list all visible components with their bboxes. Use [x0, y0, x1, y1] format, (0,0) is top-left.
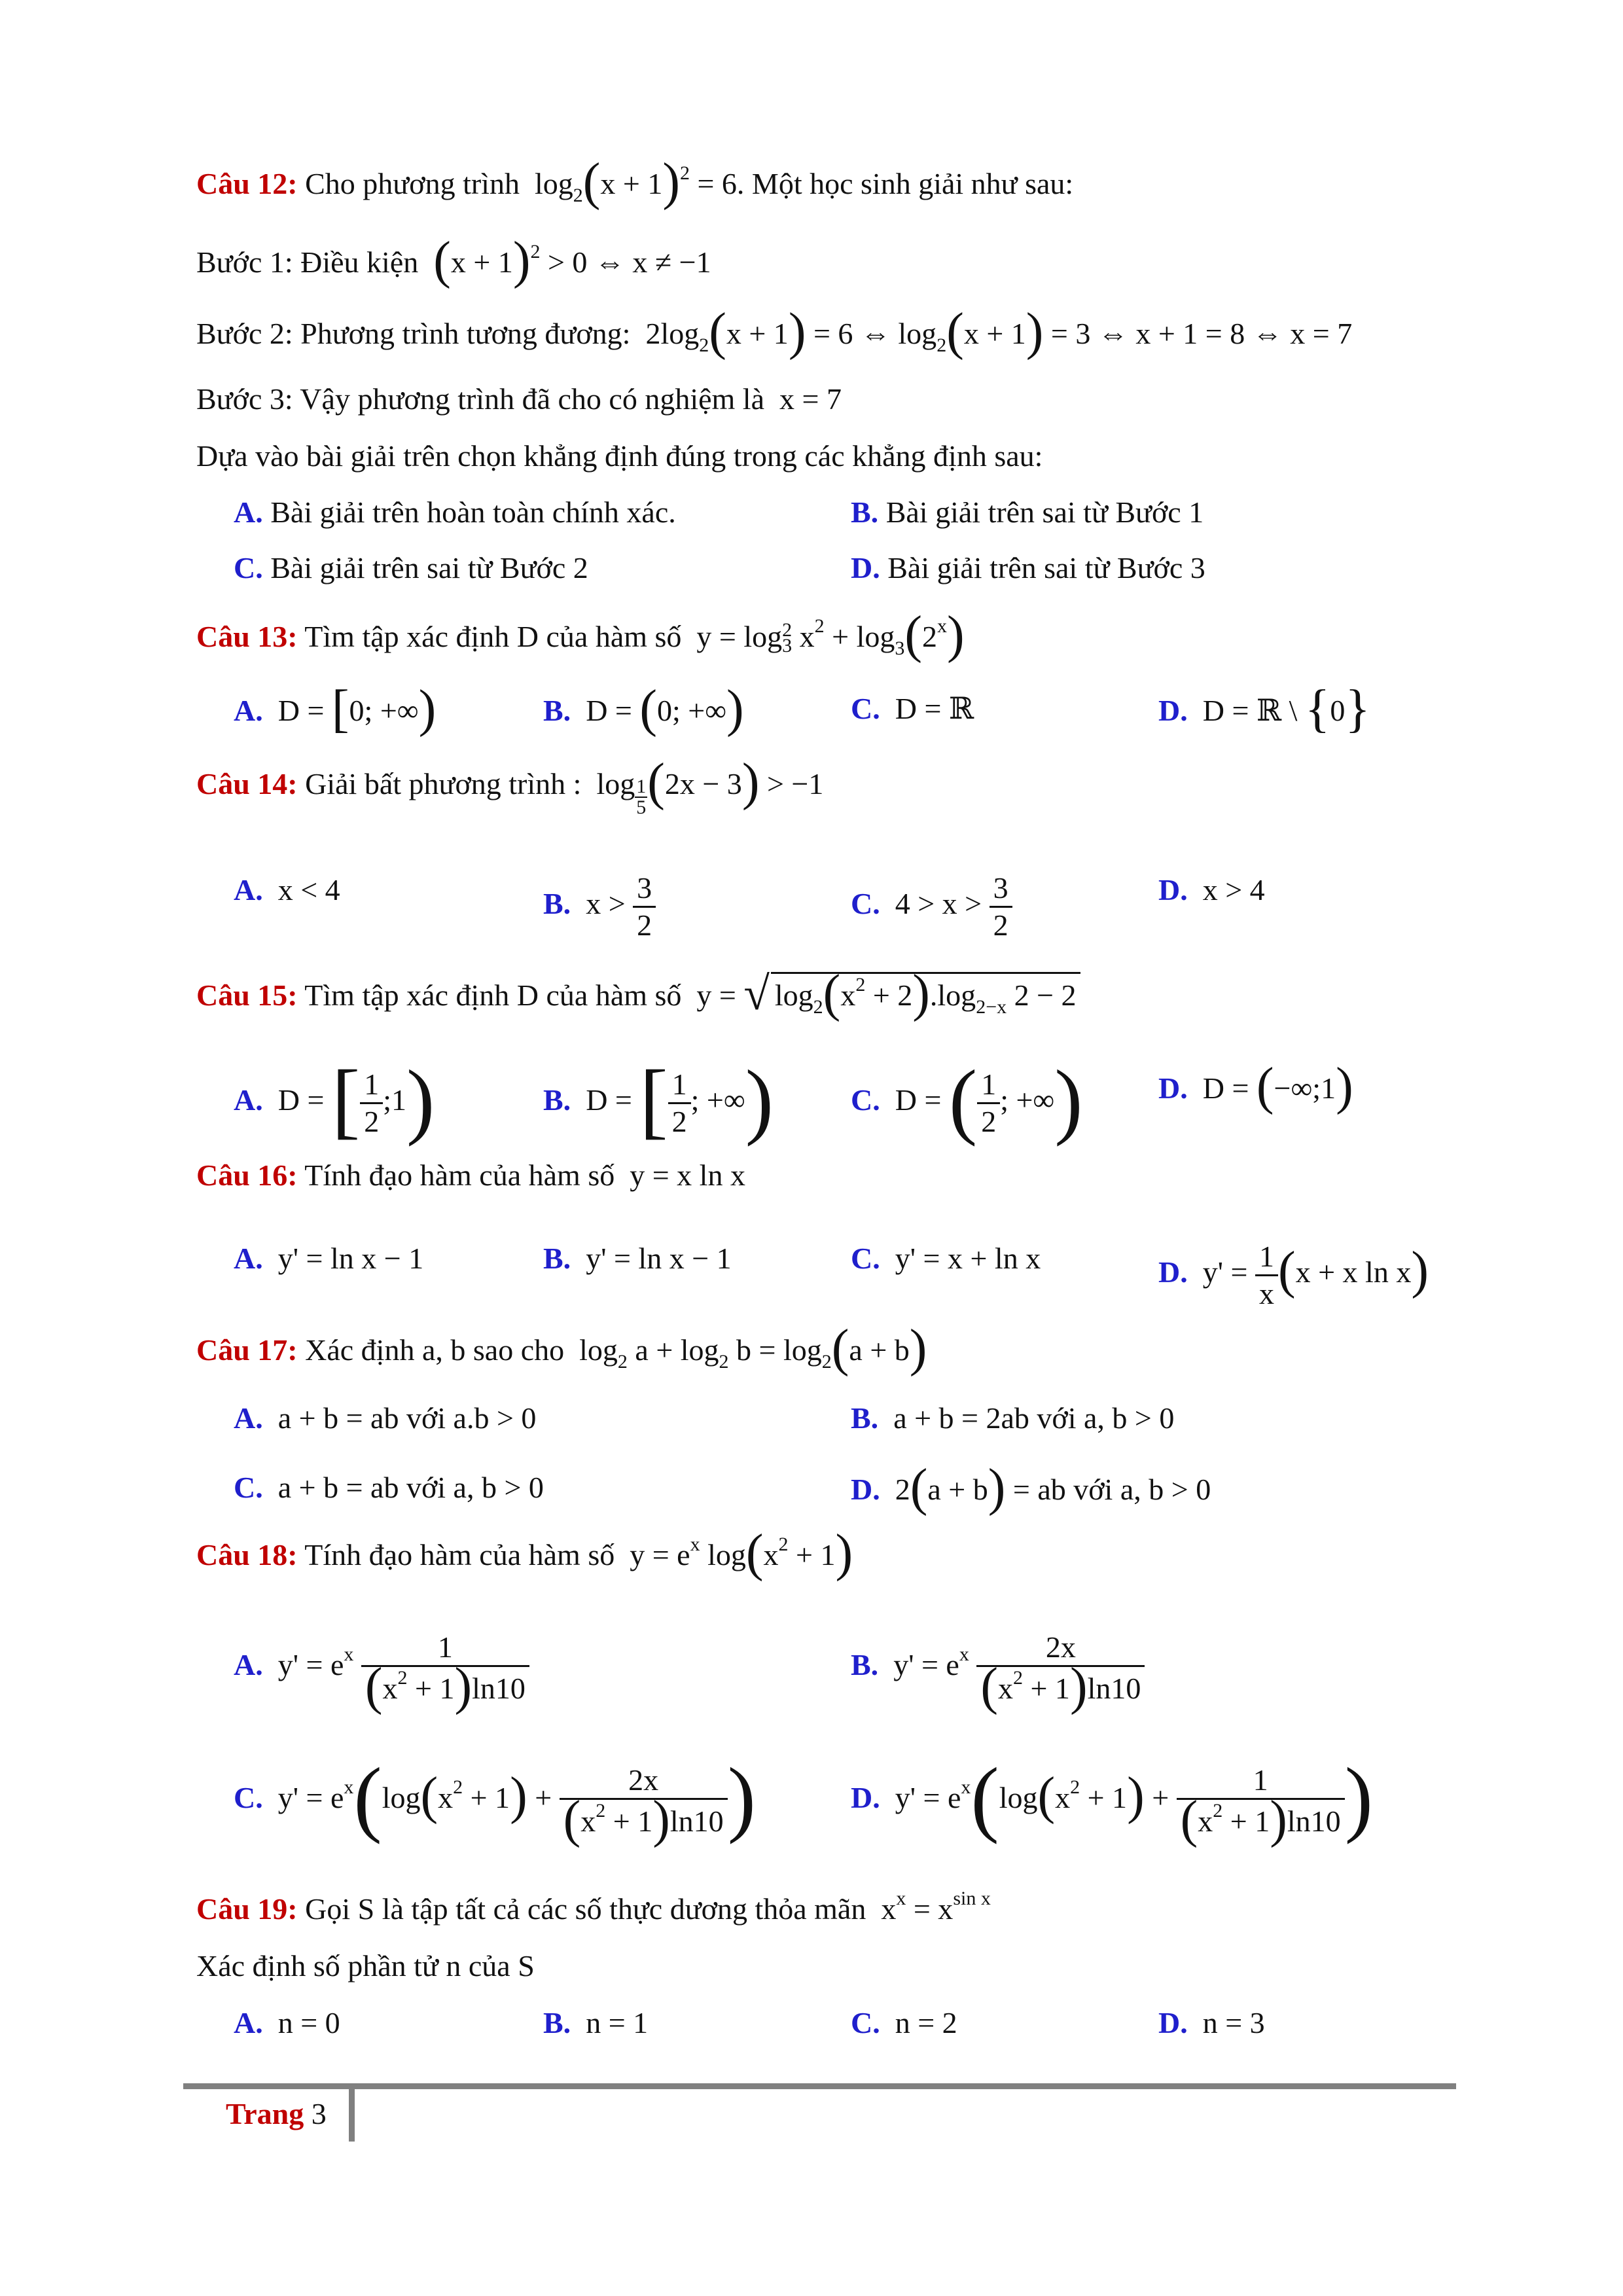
q12-option-d[interactable]	[851, 548, 1205, 588]
q12-step3-math: x = 7	[772, 382, 842, 416]
option-math: x < 4	[270, 873, 340, 906]
option-math: n = 1	[578, 2006, 649, 2039]
q17-option-d[interactable]	[851, 1459, 1211, 1516]
q13-option-d[interactable]	[1158, 680, 1370, 738]
option-label: C.	[234, 1781, 263, 1815]
q12-step2	[196, 303, 1353, 361]
option-math: 2(a + b) = ab với a, b > 0	[887, 1459, 1211, 1516]
q12-tail: . Một học sinh giải như sau:	[736, 167, 1074, 200]
option-label: B.	[543, 1242, 571, 1275]
q15-label: Câu 15:	[196, 978, 298, 1012]
option-label: B.	[543, 887, 571, 921]
q12-step1-label: Bước 1: Điều kiện	[196, 245, 419, 279]
option-math: $y' = e^x$ $\frac{1}{(x^2 + 1)\ln 10}$	[270, 1648, 529, 1681]
option-label: D.	[851, 1781, 880, 1815]
q13-option-a[interactable]	[234, 680, 437, 738]
q17-stem	[196, 1319, 927, 1377]
q13-prompt: Tìm tập xác định D của hàm số	[304, 620, 682, 653]
option-text: Bài giải trên sai từ Bước 3	[887, 551, 1205, 584]
footer-divider	[183, 2083, 1456, 2089]
page-number: 3	[311, 2097, 327, 2130]
q17-option-c[interactable]	[234, 1468, 544, 1507]
q17-prompt: Xác định a, b sao cho	[305, 1333, 565, 1367]
option-label: A.	[234, 1401, 263, 1435]
option-math: x > $\frac{3}{2}$	[579, 887, 656, 920]
q18-option-d[interactable]	[851, 1751, 1373, 1848]
q13-label: Câu 13:	[196, 620, 298, 653]
option-math: n = 0	[270, 2006, 340, 2039]
q17-label: Câu 17:	[196, 1333, 298, 1367]
q19-option-c[interactable]	[851, 2003, 957, 2043]
option-label: D.	[1158, 1071, 1188, 1105]
page-footer	[226, 2094, 327, 2134]
option-label: D.	[1158, 2006, 1188, 2039]
q16-option-c[interactable]	[851, 1239, 1041, 1278]
q13-option-c[interactable]	[851, 689, 974, 728]
option-label: C.	[851, 1242, 880, 1275]
q17-option-b[interactable]	[851, 1399, 1174, 1438]
q14-label: Câu 14:	[196, 767, 298, 800]
option-math: D = ℝ	[887, 692, 974, 725]
q16-option-b[interactable]	[543, 1239, 732, 1278]
option-label: A.	[234, 694, 263, 727]
option-math: y' = ln x − 1	[578, 1242, 732, 1275]
q12-step3-label: Bước 3: Vậy phương trình đã cho có nghiệm là	[196, 382, 765, 416]
option-math: D = ( $\frac{1}{2}$ ; +∞)	[887, 1053, 1083, 1148]
q16-function: y = x ln x	[622, 1158, 745, 1192]
option-label: A.	[234, 1648, 263, 1682]
option-label: A.	[234, 2006, 263, 2039]
option-label: D.	[1158, 694, 1188, 727]
option-math: D = ℝ \ {0}	[1195, 680, 1370, 738]
option-label: D.	[1158, 1255, 1188, 1289]
option-math: D = [0; +∞)	[270, 680, 437, 738]
q16-stem	[196, 1156, 745, 1195]
option-label: D.	[1158, 873, 1188, 906]
option-label: B.	[543, 1083, 571, 1117]
option-math: D = (−∞;1)	[1195, 1058, 1353, 1115]
option-label: C.	[851, 2006, 880, 2039]
option-math: y' = $\frac{1}{x}$ (x + x ln x)	[1195, 1240, 1429, 1310]
q12-option-b[interactable]	[851, 493, 1204, 532]
q19-label: Câu 19:	[196, 1892, 298, 1926]
option-label: B.	[543, 2006, 571, 2039]
option-label: B.	[543, 694, 571, 727]
option-math: $y' = e^x(\log(x^2 + 1)$ + $\frac{2x}{(x^2 + 1)\ln 10}$ )	[270, 1751, 756, 1848]
q19-option-b[interactable]	[543, 2003, 648, 2043]
option-label: B.	[851, 495, 879, 529]
option-label: A.	[234, 1083, 263, 1117]
q12-instruction: Dựa vào bài giải trên chọn khẳng định đúng trong các khẳng định sau:	[196, 439, 1043, 473]
q14-stem	[196, 753, 824, 818]
q12-step2-label: Bước 2: Phương trình tương đương:	[196, 317, 631, 350]
q14-option-c[interactable]	[851, 870, 1012, 943]
q18-option-c[interactable]	[234, 1751, 756, 1848]
q17-option-a[interactable]	[234, 1399, 536, 1438]
q12-label: Câu 12:	[196, 167, 298, 200]
q14-inequality: log $\frac{1}{5}$ (2x − 3) > −1	[588, 753, 824, 818]
q19-line2: Xác định số phần tử n của S	[196, 1949, 535, 1982]
option-label: C.	[851, 692, 880, 725]
q17-equation: $\log_2 a + \log_2 b = \log_2(a + b)$	[571, 1319, 927, 1377]
q12-equation: $\log_2(x + 1)^2 = 6$	[527, 153, 737, 211]
q15-option-b[interactable]	[543, 1053, 774, 1148]
q16-prompt: Tính đạo hàm của hàm số	[304, 1158, 615, 1192]
option-label: C.	[851, 887, 880, 921]
q15-stem	[196, 965, 1080, 1022]
q19-option-d[interactable]	[1158, 2003, 1265, 2043]
option-label: B.	[851, 1401, 879, 1435]
q12-step1-math: $(x + 1)^2 > 0$ ⇔ x ≠ −1	[433, 232, 711, 289]
q12-step1	[196, 232, 711, 289]
q15-option-c[interactable]	[851, 1053, 1083, 1148]
option-label: A.	[234, 495, 263, 529]
q16-label: Câu 16:	[196, 1158, 298, 1192]
q15-function: y = √ $\log_2(x^2 + 2).\log_{2-x}$ 2 − 2	[689, 978, 1080, 1012]
q16-option-d[interactable]	[1158, 1239, 1429, 1312]
q18-function: $y = e^x$ $\log(x^2 + 1)$	[622, 1524, 853, 1582]
option-label: B.	[851, 1648, 879, 1682]
q15-option-a[interactable]	[234, 1053, 435, 1148]
option-math: $y' = e^x(\log(x^2 + 1)$ + $\frac{1}{(x^2 + 1)\ln 10}$ )	[887, 1751, 1373, 1848]
q16-option-a[interactable]	[234, 1239, 423, 1278]
q14-prompt: Giải bất phương trình :	[305, 767, 582, 800]
q12-option-c[interactable]	[234, 548, 588, 588]
option-math: D = (0; +∞)	[578, 680, 744, 738]
option-math: n = 2	[887, 2006, 957, 2039]
option-math: y' = ln x − 1	[270, 1242, 424, 1275]
option-math: x > 4	[1195, 873, 1265, 906]
option-math: a + b = ab với a, b > 0	[270, 1471, 544, 1504]
q13-stem	[196, 606, 965, 664]
option-text: Bài giải trên sai từ Bước 2	[270, 551, 588, 584]
q15-prompt: Tìm tập xác định D của hàm số	[304, 978, 682, 1012]
q13-option-b[interactable]	[543, 680, 744, 738]
q12-prompt: Cho phương trình	[305, 167, 520, 200]
q14-option-b[interactable]	[543, 870, 656, 943]
option-text: Bài giải trên hoàn toàn chính xác.	[270, 495, 676, 529]
option-math: $y' = e^x$ $\frac{2x}{(x^2 + 1)\ln 10}$	[886, 1648, 1145, 1681]
q12-stem	[196, 153, 1074, 211]
option-math: D = [ $\frac{1}{2}$ ; +∞)	[578, 1053, 774, 1148]
option-math: y' = x + ln x	[887, 1242, 1041, 1275]
option-label: A.	[234, 873, 263, 906]
q14-option-d[interactable]	[1158, 870, 1265, 910]
q14-option-a[interactable]	[234, 870, 340, 910]
option-math: a + b = ab với a.b > 0	[270, 1401, 537, 1435]
q18-prompt: Tính đạo hàm của hàm số	[304, 1538, 615, 1571]
option-label: C.	[234, 551, 263, 584]
option-math: 4 > x > $\frac{3}{2}$	[887, 887, 1012, 920]
q12-option-a[interactable]	[234, 493, 676, 532]
option-math: D = [ $\frac{1}{2}$ ;1)	[270, 1053, 435, 1148]
option-label: C.	[234, 1471, 263, 1504]
footer-vertical-bar	[349, 2089, 355, 2142]
option-math: a + b = 2ab với a, b > 0	[885, 1401, 1175, 1435]
option-math: n = 3	[1195, 2006, 1265, 2039]
q12-step3	[196, 380, 842, 419]
q18-option-b[interactable]	[851, 1630, 1145, 1715]
option-text: Bài giải trên sai từ Bước 1	[885, 495, 1204, 529]
q19-option-a[interactable]	[234, 2003, 340, 2043]
q12-step2-math: $2\log_2(x + 1) = 6$ ⇔ $\log_2(x + 1) = 3$ ⇔ x + 1 = 8 ⇔ x = 7	[637, 303, 1353, 361]
option-label: D.	[851, 551, 880, 584]
option-label: A.	[234, 1242, 263, 1275]
option-label: D.	[851, 1473, 880, 1506]
q18-label: Câu 18:	[196, 1538, 298, 1571]
q15-option-d[interactable]	[1158, 1058, 1353, 1115]
q19-stem	[196, 1890, 991, 1929]
q18-option-a[interactable]	[234, 1630, 529, 1715]
q19-equation: $x^x = x^{sin x}$	[873, 1888, 991, 1926]
q13-function: y = log 2 3 $x^2 + \log_3(2^x)$	[688, 606, 965, 664]
option-label: C.	[851, 1083, 880, 1117]
q18-stem	[196, 1524, 853, 1582]
q19-prompt: Gọi S là tập tất cả các số thực dương thỏa mãn	[305, 1892, 866, 1926]
footer-trang-label: Trang	[226, 2097, 304, 2130]
